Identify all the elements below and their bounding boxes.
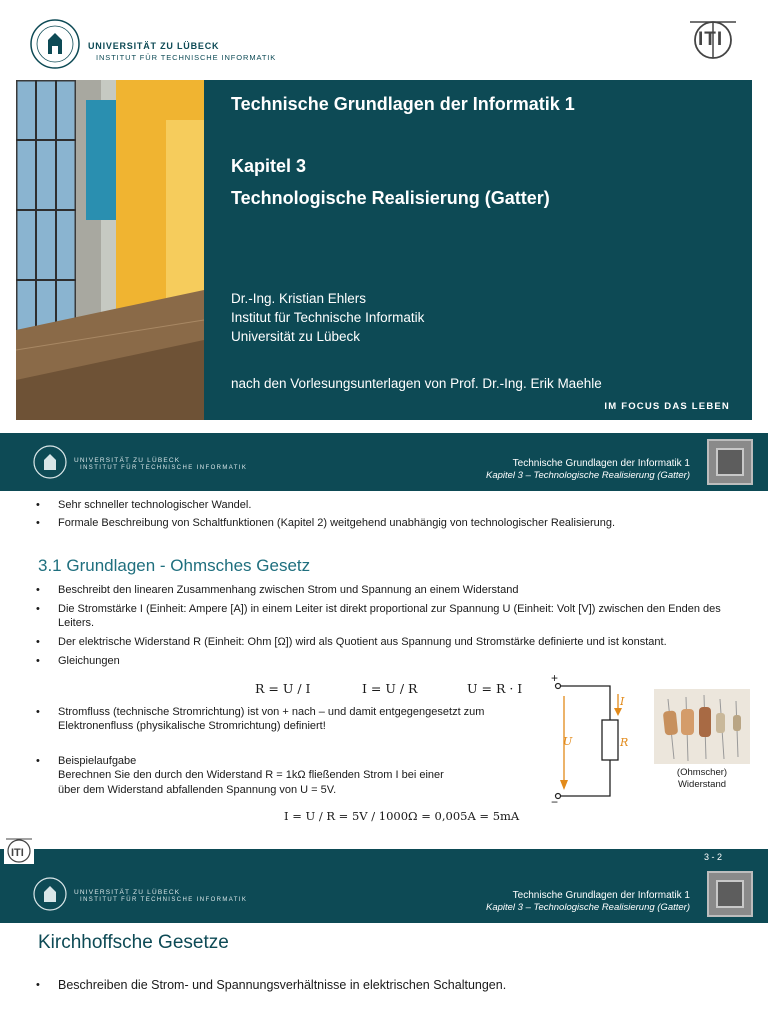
author: Dr.-Ing. Kristian Ehlers xyxy=(231,291,367,306)
slide-header-bar xyxy=(0,433,768,491)
list-item: • Formale Beschreibung von Schaltfunktionen (Kapitel 2) weitgehend unabhängig von technologischer Realisierung. xyxy=(34,516,734,530)
example-text-2: über dem Widerstand abfallenden Spannung von U = 5V. xyxy=(58,784,337,796)
kirchhoff-bullets xyxy=(34,977,734,993)
iti-logo xyxy=(686,18,740,62)
list-item: • Beschreibt den linearen Zusammenhang zwischen Strom und Spannung an einem Widerstand xyxy=(34,583,734,597)
example-solution: I = U / R = 5V / 1000Ω = 0,005A = 5mA xyxy=(284,809,520,823)
header-chapter-line: Kapitel 3 – Technologische Realisierung (Gatter) xyxy=(485,902,690,913)
svg-text:ITI: ITI xyxy=(11,847,24,859)
building-photo xyxy=(16,80,204,420)
course-title: Technische Grundlagen der Informatik 1 xyxy=(231,94,575,114)
list-item: • Stromfluss (technische Stromrichtung) ist von + nach – und damit entgegengesetzt zum Elektronenfluss (physikalische Stromrichtung) definiert! xyxy=(34,705,534,733)
equation-u: U = R · I xyxy=(467,681,523,696)
slide-footer xyxy=(0,849,768,865)
list-item: • Beschreiben die Strom- und Spannungsverhältnisse in elektrischen Schaltungen. xyxy=(34,977,734,993)
header-chapter-line: Kapitel 3 – Technologische Realisierung (Gatter) xyxy=(485,470,690,481)
example-text-1: Berechnen Sie den durch den Widerstand R = 1kΩ fließenden Strom I bei einer xyxy=(58,769,444,781)
photo-caption-1: (Ohmscher) xyxy=(676,767,728,778)
page-number: 3 - 2 xyxy=(703,852,722,862)
circuit-diagram xyxy=(548,671,629,814)
current-bullet xyxy=(34,705,534,733)
university-seal-icon xyxy=(32,444,68,480)
list-item: • Sehr schneller technologischer Wandel. xyxy=(34,498,734,512)
credit-line: nach den Vorlesungsunterlagen von Prof. Dr.-Ing. Erik Maehle xyxy=(231,376,602,391)
list-item: • Der elektrische Widerstand R (Einheit: Ohm [Ω]) wird als Quotient aus Spannung und Stromstärke definierte und ist konstant. xyxy=(34,635,734,649)
author-institute: Institut für Technische Informatik xyxy=(231,310,425,325)
plus-label: + xyxy=(551,671,559,685)
photo-caption-2: Widerstand xyxy=(677,779,727,790)
university-name: UNIVERSITÄT ZU LÜBECK xyxy=(88,41,220,51)
university-seal-icon xyxy=(30,16,80,72)
section-heading: Kirchhoffsche Gesetze xyxy=(38,932,229,953)
example-bullet xyxy=(34,754,534,768)
iti-logo-text: ITI xyxy=(698,29,724,50)
header-course-title: Technische Grundlagen der Informatik 1 xyxy=(512,890,690,901)
current-label: I xyxy=(620,695,625,708)
voltage-label: U xyxy=(563,735,573,748)
university-name: UNIVERSITÄT ZU LÜBECK xyxy=(74,457,181,464)
author-university: Universität zu Lübeck xyxy=(231,329,361,344)
title-panel xyxy=(204,80,752,420)
ohm-bullets xyxy=(34,583,734,668)
university-seal-icon xyxy=(32,876,68,912)
chip-icon xyxy=(707,871,753,917)
chapter-title: Technologische Realisierung (Gatter) xyxy=(231,188,550,208)
motto: IM FOCUS DAS LEBEN xyxy=(604,401,730,412)
minus-label: − xyxy=(551,795,559,809)
header-course-title: Technische Grundlagen der Informatik 1 xyxy=(512,458,690,469)
chip-icon xyxy=(707,439,753,485)
institute-name: INSTITUT FÜR TECHNISCHE INFORMATIK xyxy=(80,465,248,471)
intro-bullets xyxy=(34,498,734,530)
equation-i: I = U / R xyxy=(362,681,418,696)
slide-header-bar xyxy=(0,865,768,923)
list-item: • Beispielaufgabe xyxy=(34,754,534,768)
university-name: UNIVERSITÄT ZU LÜBECK xyxy=(74,889,181,896)
resistor-photo xyxy=(654,689,750,764)
equation-r: R = U / I xyxy=(255,681,311,696)
chapter-number: Kapitel 3 xyxy=(231,156,307,176)
list-item: • Die Stromstärke I (Einheit: Ampere [A]) in einem Leiter ist direkt proportional zur Spannung U (Einheit: Volt [V]) zwischen den Enden des Leiters. xyxy=(34,602,734,630)
institute-name: INSTITUT FÜR TECHNISCHE INFORMATIK xyxy=(80,897,248,903)
list-item: • Gleichungen xyxy=(34,654,734,668)
institute-name: INSTITUT FÜR TECHNISCHE INFORMATIK xyxy=(96,53,277,62)
resistor-label: R xyxy=(620,736,629,749)
section-heading: 3.1 Grundlagen - Ohmsches Gesetz xyxy=(38,556,311,575)
iti-footer-logo xyxy=(4,836,34,864)
title-slide-header xyxy=(0,0,768,80)
